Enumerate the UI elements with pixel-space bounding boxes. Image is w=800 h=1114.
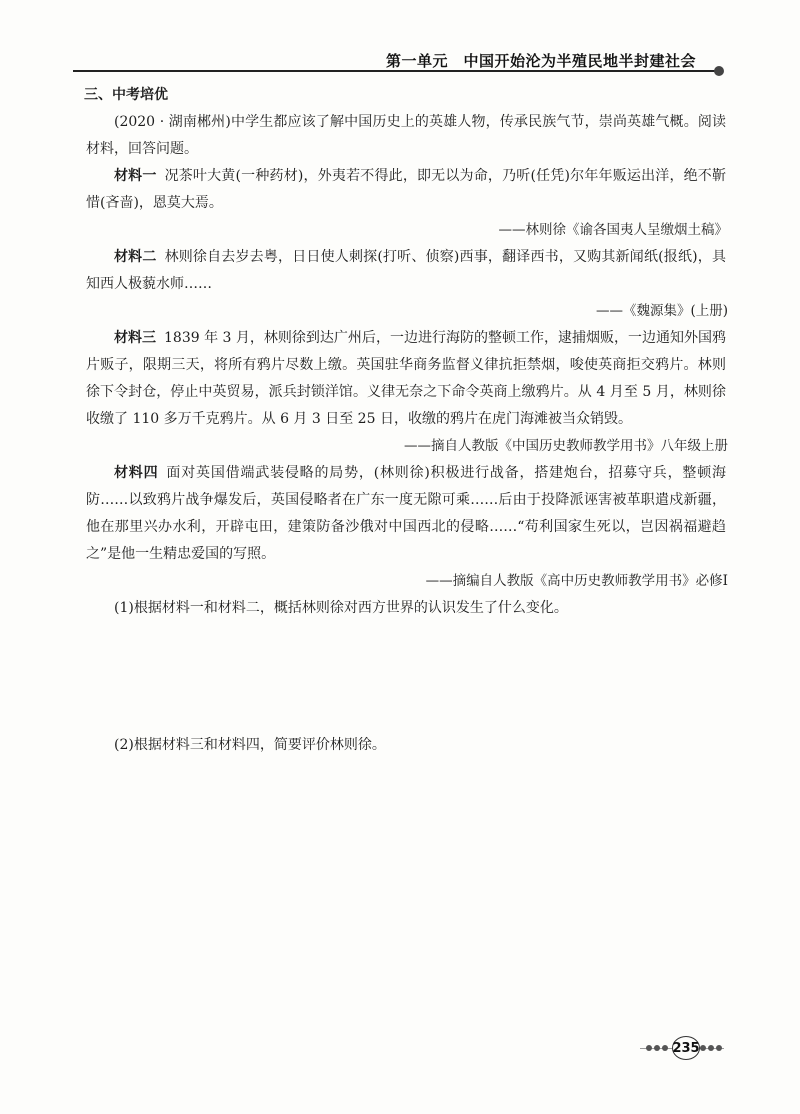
- page-number-dots-right: [700, 1044, 724, 1052]
- material-1-text: 况茶叶大黄(一种药材)，外夷若不得此，即无以为命，乃听(任凭)尔年年贩运出洋，绝不靳惜(吝啬)，恩莫大焉。: [86, 168, 726, 211]
- material-3-text: 1839 年 3 月，林则徐到达广州后，一边进行海防的整顿工作，逮捕烟贩，一边通知外国鸦片贩子，限期三天，将所有鸦片尽数上缴。英国驻华商务监督义律抗拒禁烟，唆使英商拒交鸦片。林则徐下令封仓，停止中英贸易，派兵封锁洋馆。义律无奈之下命令英商上缴鸦片。从 4 月至 5 月，林则徐收缴了 110 多万千克鸦片。从 6 月 3 日至 25 日，收缴的鸦片在虎门海滩被当众销毁。: [86, 330, 727, 427]
- material-4-label: 材料四: [114, 465, 159, 481]
- material-3: [86, 325, 726, 433]
- material-2-text: 林则徐自去岁去粤，日日使人刺探(打听、侦察)西事，翻译西书，又购其新闻纸(报纸)，具知西人极藐水师……: [86, 249, 726, 292]
- material-2-source: ——《魏源集》(上册): [595, 303, 728, 319]
- material-1: [86, 163, 726, 217]
- header-dot-ornament: [714, 66, 724, 76]
- page-content: [86, 82, 726, 622]
- material-1-label: 材料一: [114, 168, 157, 184]
- page-number-dots-left: [646, 1044, 670, 1052]
- question-intro: (2020 · 湖南郴州)中学生都应该了解中国历史上的英雄人物，传承民族气节，崇尚英雄气概。阅读材料，回答问题。: [86, 114, 726, 157]
- material-2: [86, 244, 726, 298]
- unit-header-title: 第一单元 中国开始沦为半殖民地半封建社会: [385, 52, 696, 70]
- header-rule: [73, 70, 718, 72]
- page-number: 235: [672, 1036, 700, 1060]
- question-2: (2)根据材料三和材料四，简要评价林则徐。: [114, 737, 386, 753]
- material-2-label: 材料二: [114, 249, 157, 265]
- page-number-badge: [640, 1036, 724, 1060]
- material-3-source: ——摘自人教版《中国历史教师教学用书》八年级上册: [404, 438, 728, 454]
- material-4-source: ——摘编自人教版《高中历史教师教学用书》必修Ⅰ: [425, 573, 728, 589]
- material-4-text: 面对英国借端武装侵略的局势，(林则徐)积极进行战备，搭建炮台，招募守兵，整顿海防……以致鸦片战争爆发后，英国侵略者在广东一度无隙可乘……后由于投降派诬害被革职遣戍新疆，他在那里兴办水利，开辟屯田，建策防备沙俄对中国西北的侵略……“苟利国家生死以，岂因祸福避趋之”是他一生精忠爱国的写照。: [86, 465, 727, 562]
- question-1: (1)根据材料一和材料二，概括林则徐对西方世界的认识发生了什么变化。: [114, 600, 568, 616]
- section-title: 三、中考培优: [84, 87, 168, 103]
- material-3-label: 材料三: [114, 330, 157, 346]
- material-4: [86, 460, 726, 568]
- material-1-source: ——林则徐《谕各国夷人呈缴烟土稿》: [498, 222, 728, 238]
